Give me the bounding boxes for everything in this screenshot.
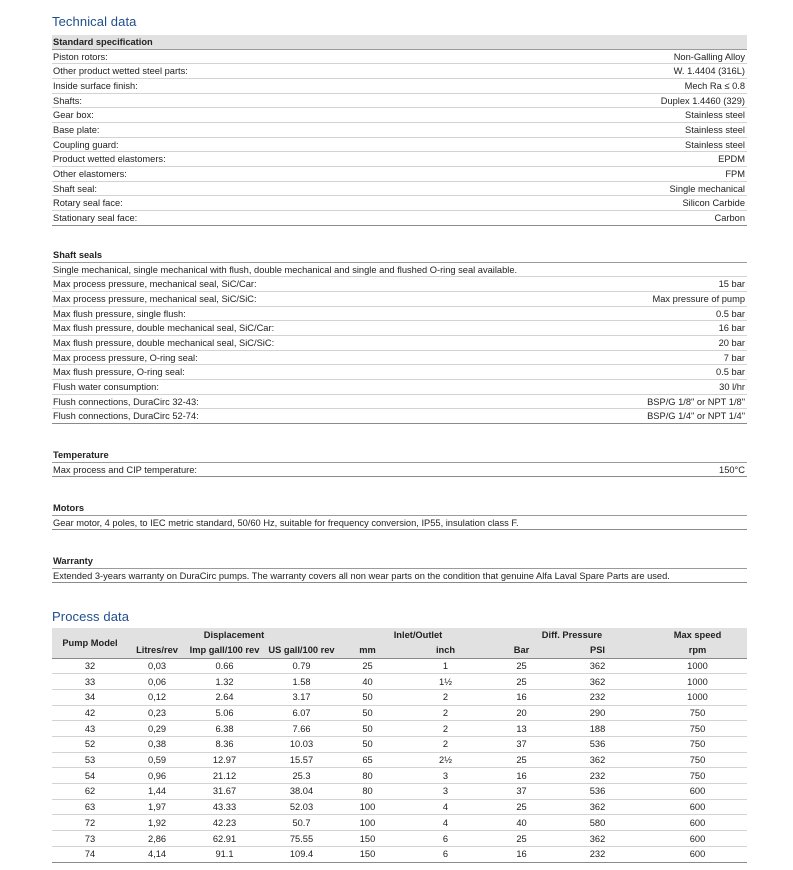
spec-label: Shaft seal:: [53, 183, 97, 194]
table-cell: 2.64: [186, 689, 263, 705]
shaft-seals-heading: Shaft seals: [52, 248, 747, 263]
warranty-heading: Warranty: [52, 554, 747, 569]
table-cell: 25: [340, 658, 395, 674]
warranty-rows: [52, 569, 747, 584]
spec-label: Flush water consumption:: [53, 382, 159, 392]
spec-value: Silicon Carbide: [682, 198, 745, 209]
header-inch: inch: [395, 643, 496, 658]
table-row: [52, 846, 747, 862]
spec-value: Stainless steel: [685, 139, 745, 150]
table-cell: 37: [496, 737, 547, 753]
spec-value: Single mechanical: [669, 183, 745, 194]
table-cell: 25: [496, 674, 547, 690]
table-row: [52, 799, 747, 815]
spec-value: 16 bar: [718, 323, 745, 334]
table-row: [52, 721, 747, 737]
table-cell: 50: [340, 721, 395, 737]
table-cell: 362: [547, 752, 648, 768]
spec-value: FPM: [725, 169, 745, 179]
spec-row: [52, 152, 747, 167]
table-row: [52, 705, 747, 721]
table-cell: 53: [52, 752, 128, 768]
spec-label: Rotary seal face:: [53, 198, 123, 209]
table-cell: 42: [52, 705, 128, 721]
spec-value: BSP/G 1/8" or NPT 1/8": [647, 396, 745, 407]
table-cell: 10.03: [263, 737, 340, 753]
motors-heading: Motors: [52, 501, 747, 516]
spec-row: [52, 211, 747, 226]
spec-label: Other product wetted steel parts:: [53, 66, 188, 77]
header-displacement: Displacement: [203, 630, 265, 641]
table-cell: 1.32: [186, 674, 263, 690]
spec-row: [52, 196, 747, 211]
table-row: [52, 674, 747, 690]
table-row: [52, 831, 747, 847]
spec-row: [52, 263, 747, 278]
table-cell: 4: [395, 815, 496, 831]
spec-value: W. 1.4404 (316L): [673, 66, 745, 77]
spec-value: 150°C: [719, 464, 745, 475]
table-cell: 43.33: [186, 799, 263, 815]
spec-label: Max process pressure, O-ring seal:: [53, 352, 198, 363]
spec-label: Piston rotors:: [53, 51, 108, 62]
spec-value: Duplex 1.4460 (329): [660, 95, 745, 106]
table-cell: 8.36: [186, 737, 263, 753]
spec-value: Max pressure of pump: [652, 293, 745, 304]
spec-row: [52, 409, 747, 424]
table-cell: 1000: [648, 674, 747, 690]
table-cell: 290: [547, 705, 648, 721]
table-cell: 50.7: [263, 815, 340, 831]
spec-label: Stationary seal face:: [53, 213, 138, 224]
spec-label: Gear box:: [53, 110, 94, 121]
table-cell: 0.79: [263, 658, 340, 674]
table-cell: 0,38: [128, 737, 186, 753]
spec-label: Max process pressure, mechanical seal, SiC/SiC:: [53, 293, 257, 304]
table-cell: 0,96: [128, 768, 186, 784]
table-cell: 6: [395, 831, 496, 847]
process-header-row-1: [52, 628, 747, 643]
table-cell: 50: [340, 737, 395, 753]
technical-data-title: Technical data: [52, 14, 137, 29]
table-row: [52, 784, 747, 800]
table-cell: 25: [496, 799, 547, 815]
spec-label: Max flush pressure, double mechanical seal, SiC/Car:: [53, 323, 275, 334]
table-cell: 74: [52, 846, 128, 862]
table-cell: 65: [340, 752, 395, 768]
spec-row: [52, 108, 747, 123]
table-cell: 80: [340, 784, 395, 800]
table-cell: 750: [648, 705, 747, 721]
spec-label: Max flush pressure, single flush:: [53, 308, 186, 319]
table-cell: 362: [547, 658, 648, 674]
table-row: [52, 737, 747, 753]
spec-value: Carbon: [714, 213, 745, 224]
spec-row: [52, 516, 747, 531]
header-bar: Bar: [496, 643, 547, 658]
spec-value: Non-Galling Alloy: [673, 51, 745, 62]
table-cell: 580: [547, 815, 648, 831]
table-cell: 12.97: [186, 752, 263, 768]
table-cell: 16: [496, 846, 547, 862]
spec-row: [52, 94, 747, 109]
table-cell: 75.55: [263, 831, 340, 847]
table-cell: 6.38: [186, 721, 263, 737]
table-cell: 0,23: [128, 705, 186, 721]
table-cell: 20: [496, 705, 547, 721]
header-diff-pressure: Diff. Pressure: [541, 630, 603, 641]
spec-row: [52, 463, 747, 478]
table-cell: 2: [395, 689, 496, 705]
spec-row: [52, 50, 747, 65]
header-max-speed: Max speed: [673, 630, 722, 641]
spec-row: [52, 182, 747, 197]
table-cell: 362: [547, 799, 648, 815]
table-row: [52, 752, 747, 768]
table-cell: 25: [496, 831, 547, 847]
spec-row: [52, 336, 747, 351]
table-cell: 1½: [395, 674, 496, 690]
warranty-section: [52, 554, 747, 583]
spec-label: Max flush pressure, O-ring seal:: [53, 367, 185, 378]
table-cell: 600: [648, 784, 747, 800]
process-header-row-2: [52, 643, 747, 658]
process-data-title: Process data: [52, 609, 130, 624]
table-cell: 0,12: [128, 689, 186, 705]
table-cell: 40: [496, 815, 547, 831]
table-cell: 150: [340, 831, 395, 847]
motors-section: [52, 501, 747, 530]
spec-row: [52, 351, 747, 366]
header-imp-gall: Imp gall/100 rev: [186, 643, 263, 658]
table-cell: 150: [340, 846, 395, 862]
spec-value: 30 l/hr: [719, 382, 745, 392]
table-cell: 50: [340, 689, 395, 705]
table-cell: 62: [52, 784, 128, 800]
table-cell: 40: [340, 674, 395, 690]
spec-row: [52, 64, 747, 79]
spec-label: Flush connections, DuraCirc 52-74:: [53, 411, 199, 422]
spec-value: 20 bar: [718, 337, 745, 348]
table-cell: 0.66: [186, 658, 263, 674]
table-cell: 600: [648, 799, 747, 815]
spec-row: [52, 380, 747, 395]
table-cell: 16: [496, 689, 547, 705]
spec-value: EPDM: [718, 154, 745, 165]
spec-value: Mech Ra ≤ 0.8: [684, 80, 745, 91]
spec-value: Stainless steel: [685, 110, 745, 121]
temperature-section: [52, 448, 747, 477]
table-cell: 232: [547, 768, 648, 784]
spec-row: [52, 292, 747, 307]
table-cell: 109.4: [263, 846, 340, 862]
table-cell: 100: [340, 799, 395, 815]
spec-value: Stainless steel: [685, 124, 745, 135]
table-cell: 42.23: [186, 815, 263, 831]
spec-label: Gear motor, 4 poles, to IEC metric standard, 50/60 Hz, suitable for frequency conversion, IP55, insulation class F.: [53, 517, 519, 528]
header-inlet-outlet: Inlet/Outlet: [393, 630, 443, 641]
spec-label: Extended 3-years warranty on DuraCirc pumps. The warranty covers all non wear parts on the condition that genuine Alfa Laval Spare Parts are used.: [53, 570, 670, 581]
table-row: [52, 768, 747, 784]
table-cell: 750: [648, 768, 747, 784]
table-cell: 25: [496, 752, 547, 768]
table-cell: 43: [52, 721, 128, 737]
table-cell: 0,59: [128, 752, 186, 768]
table-cell: 52.03: [263, 799, 340, 815]
table-cell: 4,14: [128, 846, 186, 862]
table-row: [52, 689, 747, 705]
spec-row: [52, 307, 747, 322]
table-cell: 4: [395, 799, 496, 815]
table-cell: 80: [340, 768, 395, 784]
table-cell: 34: [52, 689, 128, 705]
spec-row: [52, 138, 747, 153]
table-cell: 750: [648, 752, 747, 768]
spec-row: [52, 365, 747, 380]
spec-value: 15 bar: [718, 279, 745, 290]
spec-label: Other elastomers:: [53, 169, 127, 179]
spec-value: 7 bar: [723, 352, 745, 363]
table-cell: 2: [395, 737, 496, 753]
table-row: [52, 815, 747, 831]
process-data-table: [52, 628, 747, 863]
spec-label: Single mechanical, single mechanical with flush, double mechanical and single and flushed O-ring seal available.: [53, 264, 518, 275]
table-cell: 100: [340, 815, 395, 831]
header-us-gall: US gall/100 rev: [263, 643, 340, 658]
header-rpm: rpm: [648, 643, 747, 658]
motors-rows: [52, 516, 747, 531]
spec-label: Max process pressure, mechanical seal, SiC/Car:: [53, 279, 257, 290]
table-cell: 232: [547, 689, 648, 705]
table-cell: 362: [547, 831, 648, 847]
header-litres-rev: Litres/rev: [128, 643, 186, 658]
table-cell: 21.12: [186, 768, 263, 784]
standard-spec-rows: [52, 50, 747, 226]
table-cell: 38.04: [263, 784, 340, 800]
spec-value: BSP/G 1/4" or NPT 1/4": [647, 411, 745, 422]
spec-label: Max flush pressure, double mechanical seal, SiC/SiC:: [53, 337, 275, 348]
spec-label: Base plate:: [53, 124, 100, 135]
table-cell: 73: [52, 831, 128, 847]
table-cell: 16: [496, 768, 547, 784]
table-cell: 37: [496, 784, 547, 800]
table-cell: 536: [547, 784, 648, 800]
spec-label: Shafts:: [53, 95, 82, 106]
table-cell: 1000: [648, 689, 747, 705]
shaft-seals-rows: [52, 263, 747, 425]
table-cell: 3: [395, 768, 496, 784]
header-psi: PSI: [547, 643, 648, 658]
spec-label: Inside surface finish:: [53, 80, 138, 91]
standard-spec-heading: Standard specification: [52, 35, 747, 50]
table-cell: 13: [496, 721, 547, 737]
table-cell: 0,29: [128, 721, 186, 737]
table-cell: 6: [395, 846, 496, 862]
spec-row: [52, 277, 747, 292]
table-cell: 6.07: [263, 705, 340, 721]
table-cell: 1: [395, 658, 496, 674]
table-cell: 31.67: [186, 784, 263, 800]
table-cell: 2: [395, 721, 496, 737]
table-cell: 32: [52, 658, 128, 674]
table-cell: 50: [340, 705, 395, 721]
table-cell: 7.66: [263, 721, 340, 737]
table-cell: 72: [52, 815, 128, 831]
table-cell: 15.57: [263, 752, 340, 768]
table-cell: 1,44: [128, 784, 186, 800]
header-pump-model: Pump Model: [52, 628, 128, 658]
table-cell: 3.17: [263, 689, 340, 705]
table-cell: 600: [648, 846, 747, 862]
table-cell: 1000: [648, 658, 747, 674]
shaft-seals-section: [52, 248, 747, 424]
table-cell: 62.91: [186, 831, 263, 847]
spec-row: [52, 321, 747, 336]
table-cell: 25: [496, 658, 547, 674]
table-cell: 362: [547, 674, 648, 690]
spec-label: Max process and CIP temperature:: [53, 464, 197, 475]
spec-row: [52, 569, 747, 584]
table-cell: 0,03: [128, 658, 186, 674]
temperature-rows: [52, 463, 747, 478]
spec-value: 0.5 bar: [716, 308, 745, 319]
table-cell: 25.3: [263, 768, 340, 784]
spec-label: Flush connections, DuraCirc 32-43:: [53, 396, 199, 407]
table-cell: 52: [52, 737, 128, 753]
table-row: [52, 658, 747, 674]
table-cell: 2: [395, 705, 496, 721]
table-cell: 600: [648, 815, 747, 831]
table-cell: 750: [648, 737, 747, 753]
table-cell: 1.58: [263, 674, 340, 690]
table-cell: 91.1: [186, 846, 263, 862]
spec-label: Coupling guard:: [53, 139, 119, 150]
table-cell: 63: [52, 799, 128, 815]
spec-row: [52, 79, 747, 94]
table-cell: 750: [648, 721, 747, 737]
table-cell: 54: [52, 768, 128, 784]
table-cell: 600: [648, 831, 747, 847]
table-cell: 0,06: [128, 674, 186, 690]
spec-row: [52, 167, 747, 182]
table-cell: 1,92: [128, 815, 186, 831]
table-cell: 33: [52, 674, 128, 690]
temperature-heading: Temperature: [52, 448, 747, 463]
table-cell: 232: [547, 846, 648, 862]
spec-value: 0.5 bar: [716, 367, 745, 378]
table-cell: 536: [547, 737, 648, 753]
table-cell: 2,86: [128, 831, 186, 847]
spec-row: [52, 395, 747, 410]
process-table-body: [52, 658, 747, 862]
header-mm: mm: [340, 643, 395, 658]
table-cell: 5.06: [186, 705, 263, 721]
table-cell: 3: [395, 784, 496, 800]
spec-label: Product wetted elastomers:: [53, 154, 166, 165]
spec-row: [52, 123, 747, 138]
table-cell: 1,97: [128, 799, 186, 815]
table-cell: 188: [547, 721, 648, 737]
table-cell: 2½: [395, 752, 496, 768]
standard-spec-section: [52, 35, 747, 226]
